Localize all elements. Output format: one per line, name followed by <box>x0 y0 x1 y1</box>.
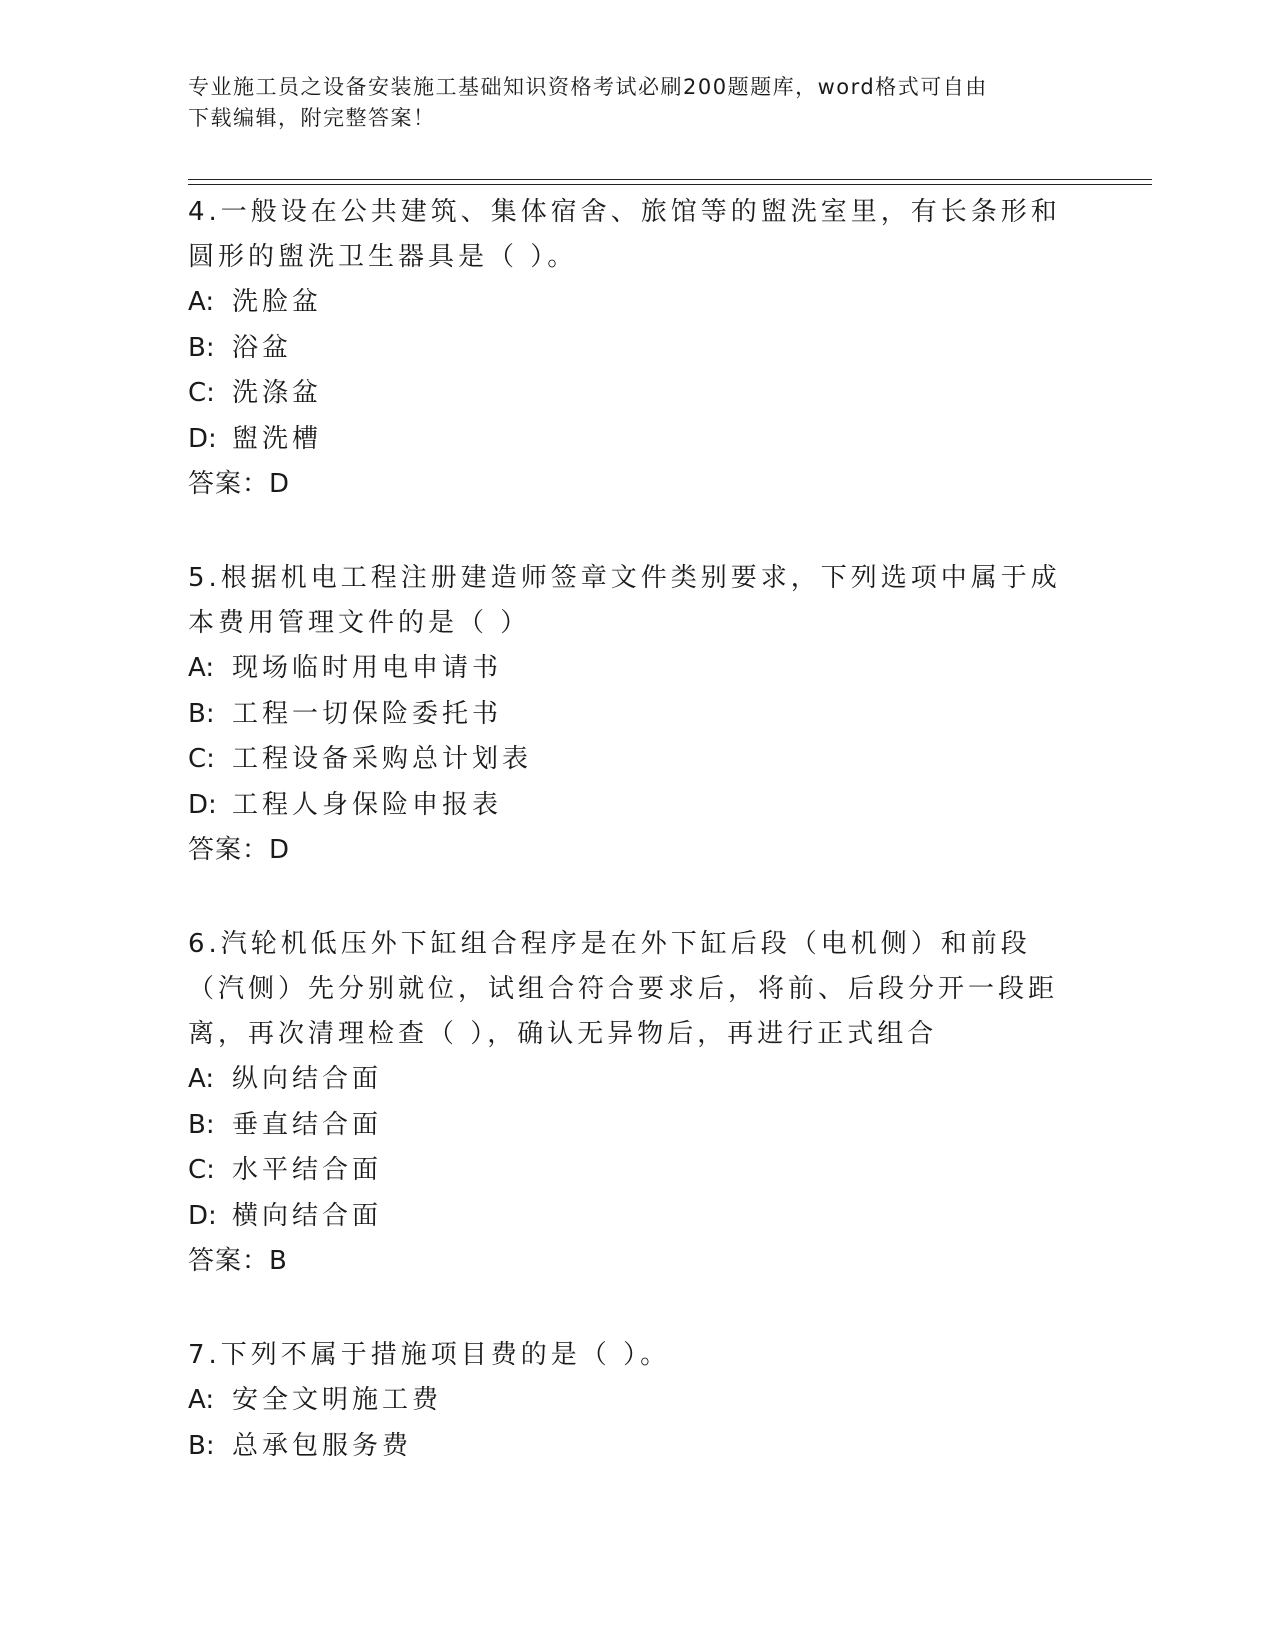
option-c <box>188 737 1068 783</box>
option-b <box>188 326 1068 372</box>
question-stem: 5.根据机电工程注册建造师签章文件类别要求，下列选项中属于成本费用管理文件的是（ ） <box>188 563 1061 638</box>
document-header <box>188 72 1068 134</box>
header-line-1: 专业施工员之设备安装施工基础知识资格考试必刷200题题库，word格式可自由 <box>188 75 988 99</box>
question-4 <box>188 190 1068 506</box>
option-text: 安全文明施工费 <box>232 1385 443 1415</box>
option-letter: A: <box>188 1064 215 1094</box>
question-stem: 7.下列不属于措施项目费的是（ ）。 <box>188 1340 671 1370</box>
option-text: 洗涤盆 <box>232 378 323 408</box>
option-text: 工程人身保险申报表 <box>232 789 503 820</box>
question-list <box>188 190 1068 1519</box>
option-letter: D: <box>188 423 217 454</box>
option-letter: B: <box>188 698 215 729</box>
option-text: 现场临时用电申请书 <box>232 653 503 683</box>
option-letter: B: <box>188 332 215 363</box>
option-a <box>188 646 1068 692</box>
header-divider-bottom <box>188 184 1152 185</box>
header-divider-top <box>188 179 1152 180</box>
option-c <box>188 371 1068 417</box>
option-a <box>188 1378 1068 1424</box>
option-letter: D: <box>188 1200 217 1231</box>
answer-line: 答案：D <box>188 469 291 499</box>
option-letter: C: <box>188 378 215 408</box>
answer-line: 答案：B <box>188 1246 288 1276</box>
question-5 <box>188 556 1068 872</box>
option-letter: C: <box>188 744 215 774</box>
option-a <box>188 1057 1068 1103</box>
option-b <box>188 692 1068 738</box>
option-text: 横向结合面 <box>232 1200 383 1231</box>
option-letter: B: <box>188 1430 215 1461</box>
option-d <box>188 783 1068 829</box>
option-text: 洗脸盆 <box>232 287 323 317</box>
header-line-2: 下载编辑，附完整答案！ <box>188 106 436 130</box>
option-text: 总承包服务费 <box>232 1430 413 1461</box>
option-c <box>188 1148 1068 1194</box>
option-text: 盥洗槽 <box>232 423 323 454</box>
option-letter: B: <box>188 1109 215 1140</box>
option-letter: A: <box>188 287 215 317</box>
option-d <box>188 1194 1068 1240</box>
option-text: 工程一切保险委托书 <box>232 698 503 729</box>
option-d <box>188 417 1068 463</box>
option-letter: A: <box>188 653 215 683</box>
question-stem: 6.汽轮机低压外下缸组合程序是在外下缸后段（电机侧）和前段（汽侧）先分别就位，试组合符合要求后，将前、后段分开一段距离，再次清理检查（ ），确认无异物后，再进行正式组合 <box>188 929 1059 1049</box>
option-b <box>188 1103 1068 1149</box>
option-letter: A: <box>188 1385 215 1415</box>
option-text: 浴盆 <box>232 332 293 363</box>
option-letter: D: <box>188 789 217 820</box>
option-text: 纵向结合面 <box>232 1064 383 1094</box>
question-6 <box>188 922 1068 1283</box>
option-b <box>188 1424 1068 1470</box>
question-7 <box>188 1333 1068 1469</box>
question-stem: 4.一般设在公共建筑、集体宿舍、旅馆等的盥洗室里，有长条形和圆形的盥洗卫生器具是（ ）。 <box>188 197 1061 272</box>
option-text: 水平结合面 <box>232 1155 383 1185</box>
answer-line: 答案：D <box>188 835 291 865</box>
option-text: 垂直结合面 <box>232 1109 383 1140</box>
option-text: 工程设备采购总计划表 <box>232 744 533 774</box>
option-letter: C: <box>188 1155 215 1185</box>
option-a <box>188 280 1068 326</box>
